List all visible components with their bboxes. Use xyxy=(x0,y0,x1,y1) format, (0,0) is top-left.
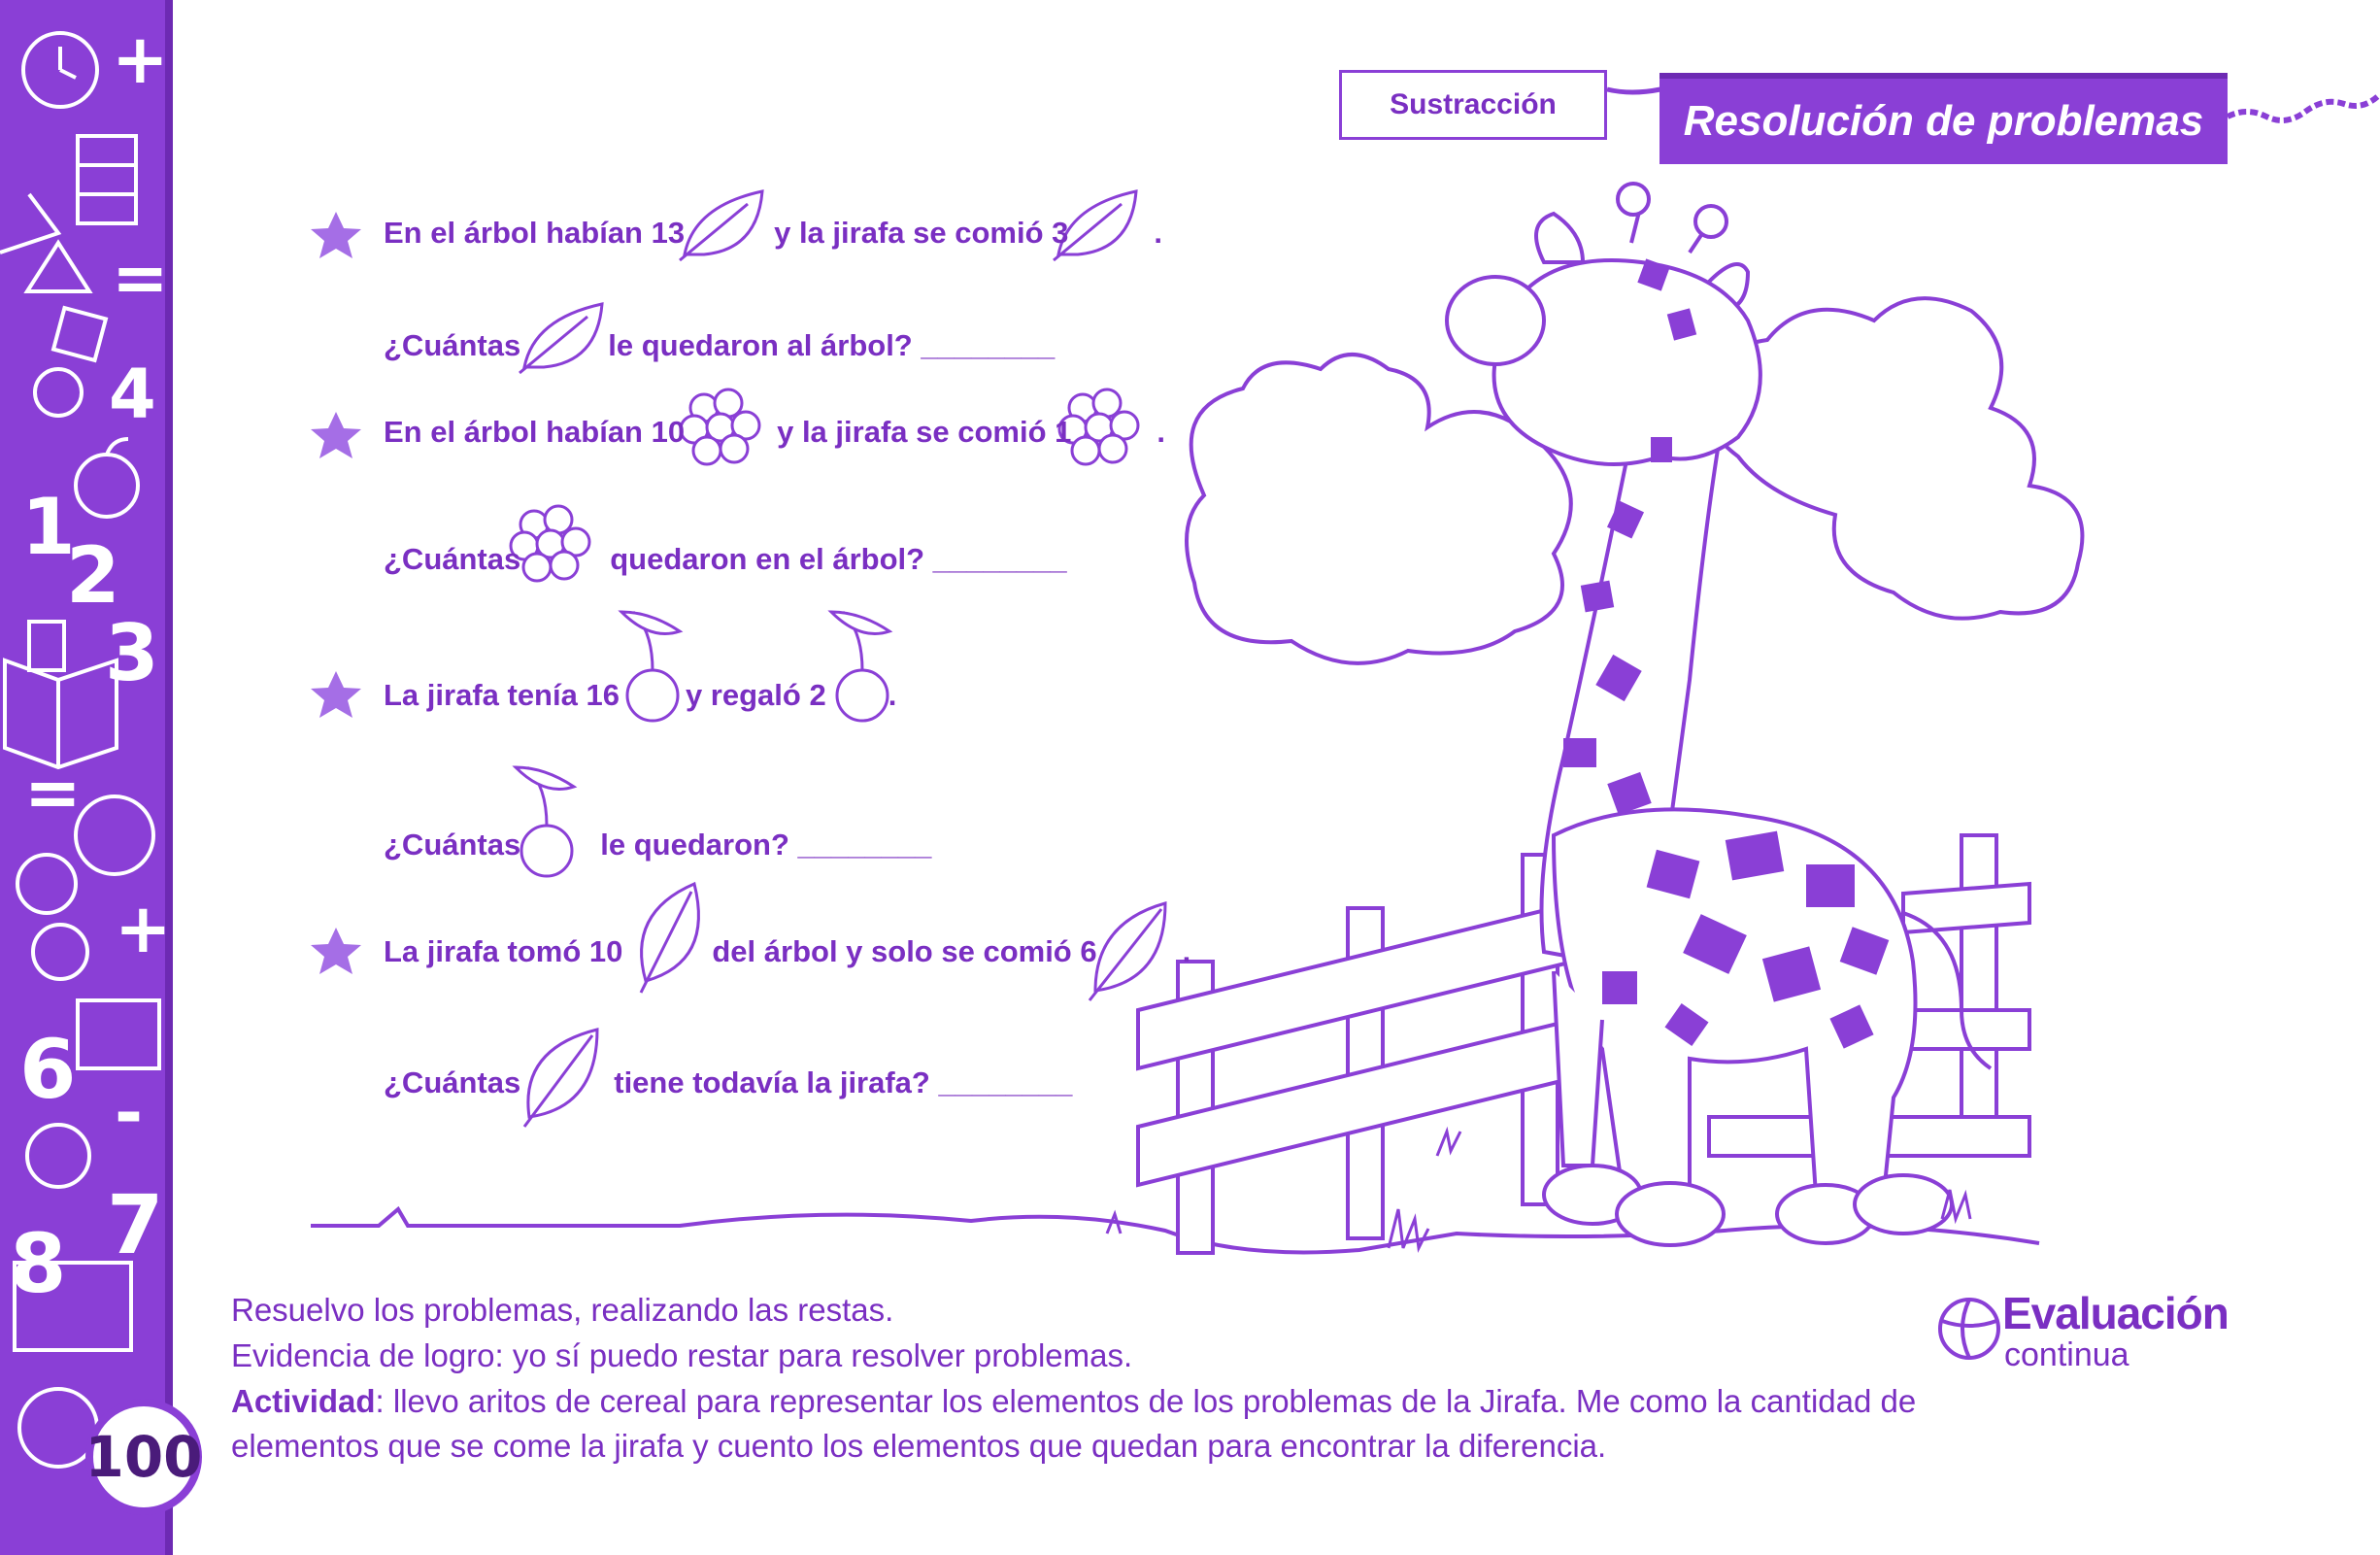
apple-icon-2 xyxy=(17,855,76,913)
sidebar-digit-4: 4 xyxy=(109,355,156,434)
logo-title: Evaluación xyxy=(2002,1288,2229,1338)
footer-activity-cont: elementos que se come la jirafa y cuento los elementos que quedan para encontrar la diferencia. xyxy=(231,1428,1607,1464)
sidebar-minus: - xyxy=(115,1073,144,1153)
star-bullets xyxy=(311,212,361,974)
footer-activity xyxy=(231,1383,1916,1420)
sidebar-equals-1: = xyxy=(112,238,169,318)
subject-tag: Sustracción xyxy=(1339,70,1607,140)
problem-1-question-b: le quedaron al árbol? ________ xyxy=(608,328,1056,362)
rope-link xyxy=(1607,89,1660,92)
sidebar-digit-7: 7 xyxy=(107,1177,164,1272)
sidebar-digit-3: 3 xyxy=(105,608,159,698)
problem-1-part-b: y la jirafa se comió 3 xyxy=(774,216,1069,250)
problem-2-question xyxy=(384,542,1067,577)
abacus-icon xyxy=(78,1000,159,1068)
book-icon xyxy=(5,660,117,767)
sidebar-plus-1: + xyxy=(112,19,169,99)
apple-icon-3 xyxy=(33,925,87,979)
problem-3-question xyxy=(384,828,931,862)
section-title-tag: Resolución de problemas xyxy=(1659,73,2228,164)
problem-2-question-a: ¿Cuántas xyxy=(384,542,521,576)
problem-2-question-b: quedaron en el árbol? ________ xyxy=(610,542,1067,576)
star-icon-4 xyxy=(311,928,361,974)
sidebar-digit-1: 1 xyxy=(21,482,76,572)
clock-icon-2 xyxy=(76,796,153,874)
problem-1-question xyxy=(384,328,1055,363)
triangle-icon xyxy=(27,243,89,291)
problem-2-part-a: En el árbol habían 10 xyxy=(384,415,686,449)
problem-4-part-b: del árbol y solo se comió 6 xyxy=(712,934,1097,968)
problem-4-question-b: tiene todavía la jirafa? ________ xyxy=(614,1065,1073,1099)
problem-4-part-a: La jirafa tomó 10 xyxy=(384,934,623,968)
problem-1-question-a: ¿Cuántas xyxy=(384,328,521,362)
activity-label: Actividad xyxy=(231,1383,376,1419)
apple-icon xyxy=(76,455,138,517)
sidebar-digit-6: 6 xyxy=(19,1022,77,1117)
logo-subtitle: continua xyxy=(2004,1336,2129,1373)
cloud-right-icon xyxy=(1712,298,2082,619)
star-icon-1 xyxy=(311,212,361,258)
zigzag-doodle xyxy=(0,194,58,253)
square-icon xyxy=(53,308,106,360)
problem-2-statement xyxy=(384,415,1165,450)
problem-3-statement xyxy=(384,678,896,713)
star-icon-3 xyxy=(311,671,361,718)
problem-2-part-b: y la jirafa se comió 1 xyxy=(777,415,1072,449)
problem-4-question xyxy=(384,1065,1072,1100)
problem-2-part-c: . xyxy=(1156,415,1165,449)
problem-1-statement xyxy=(384,216,1162,251)
footer-instruction: Resuelvo los problemas, realizando las restas. xyxy=(231,1292,894,1328)
problem-3-question-a: ¿Cuántas xyxy=(384,828,521,862)
sidebar-equals-2: = xyxy=(24,753,82,832)
star-icon-2 xyxy=(311,412,361,458)
globe-icon xyxy=(1940,1300,1998,1358)
rope-tail xyxy=(2228,94,2380,120)
pencil-icon xyxy=(29,622,64,670)
problem-3-part-b: y regaló 2 xyxy=(685,678,826,712)
problem-4-part-c: . xyxy=(1182,934,1191,968)
problem-3-part-c: . xyxy=(888,678,897,712)
abacus-icon-2 xyxy=(78,136,136,223)
sidebar-numerals xyxy=(10,19,172,1311)
problem-3-question-b: le quedaron? ________ xyxy=(600,828,932,862)
sidebar-digit-8: 8 xyxy=(10,1216,67,1311)
problem-1-part-c: . xyxy=(1154,216,1162,250)
page-number: 100 xyxy=(85,1399,202,1515)
sidebar-plus-2: + xyxy=(115,889,172,968)
apple-icon-4 xyxy=(27,1125,89,1187)
problem-4-statement xyxy=(384,934,1190,969)
sidebar-digit-2: 2 xyxy=(66,530,120,621)
problem-1-part-a: En el árbol habían 13 xyxy=(384,216,686,250)
footer-evidence: Evidencia de logro: yo sí puedo restar para resolver problemas. xyxy=(231,1337,1133,1373)
problem-3-part-a: La jirafa tenía 16 xyxy=(384,678,620,712)
activity-text: : llevo aritos de cereal para representar los elementos de los problemas de la Jirafa. Me como la cantidad de xyxy=(375,1383,1917,1419)
circle-icon xyxy=(35,369,82,416)
problem-4-question-a: ¿Cuántas xyxy=(384,1065,521,1099)
